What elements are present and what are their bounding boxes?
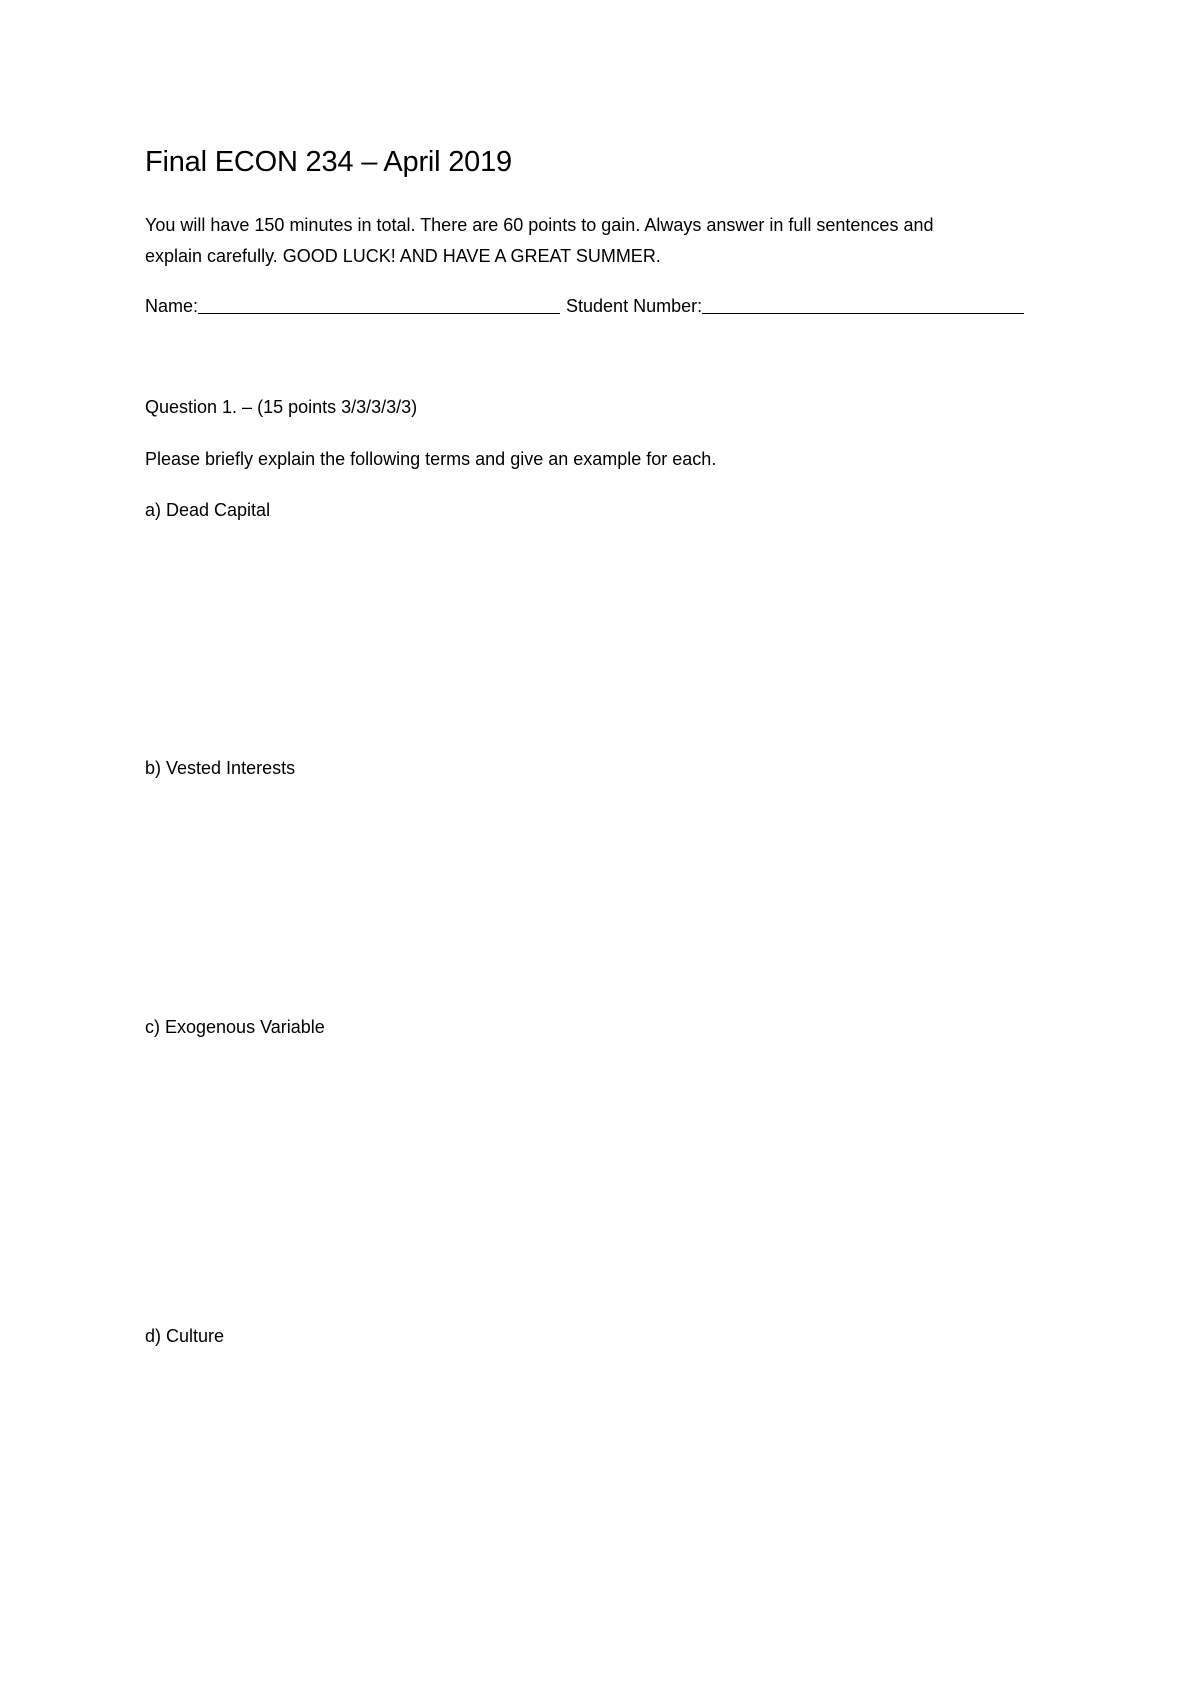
- question-item-c: c) Exogenous Variable: [145, 1017, 325, 1037]
- question-item-b: b) Vested Interests: [145, 758, 296, 778]
- question-item-d: d) Culture: [145, 1326, 225, 1346]
- exam-title: Final ECON 234 – April 2019: [145, 146, 512, 178]
- instructions-line-1: You will have 150 minutes in total. There are 60 points to gain. Always answer in full sentences and: [145, 215, 934, 235]
- student-number-label: Student Number:: [566, 296, 703, 316]
- student-number-blank-line[interactable]: [702, 295, 1024, 314]
- instructions-line-2: explain carefully. GOOD LUCK! AND HAVE A GREAT SUMMER.: [145, 246, 661, 266]
- question-1-instruction: Please briefly explain the following terms and give an example for each.: [145, 449, 717, 469]
- question-1-heading: Question 1. – (15 points 3/3/3/3/3): [145, 397, 418, 417]
- exam-instructions: [145, 210, 1065, 272]
- name-label: Name:: [145, 296, 199, 316]
- name-blank-line[interactable]: [198, 295, 560, 314]
- question-item-a: a) Dead Capital: [145, 500, 271, 520]
- identification-row: [145, 295, 1024, 317]
